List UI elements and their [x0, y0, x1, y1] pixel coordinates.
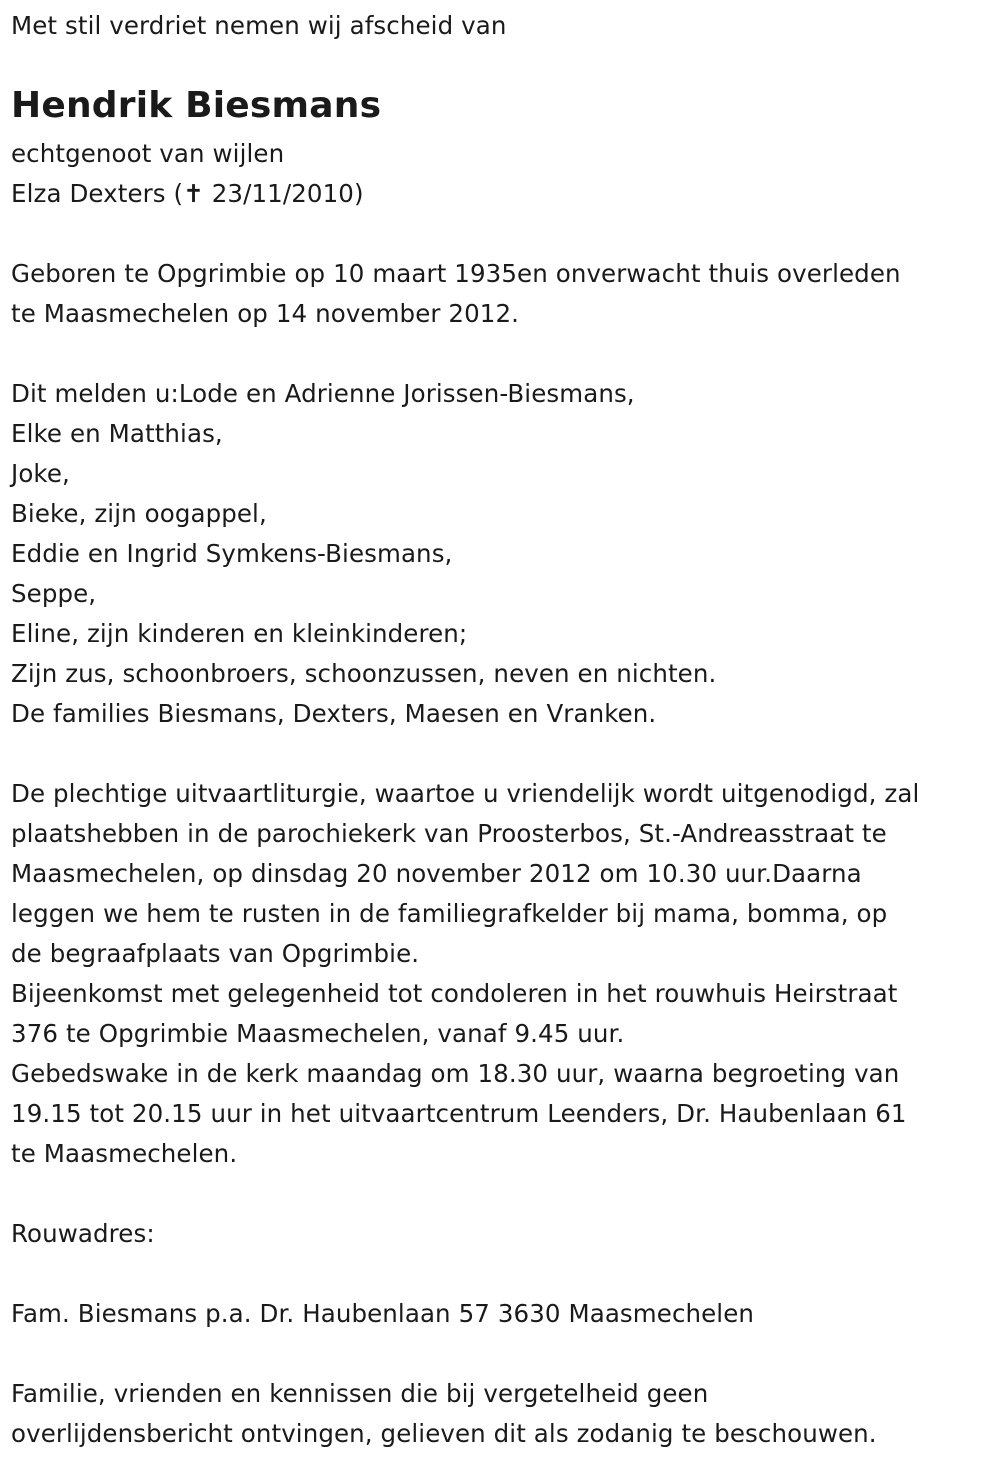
- intro-text: Met stil verdriet nemen wij afscheid van: [11, 11, 507, 40]
- family-line: Dit melden u:Lode en Adrienne Jorissen-Biesmans,: [11, 379, 635, 408]
- funeral-line: De plechtige uitvaartliturgie, waartoe u vriendelijk wordt uitgenodigd, zal: [11, 779, 920, 808]
- funeral-line: plaatshebben in de parochiekerk van Proosterbos, St.-Andreasstraat te: [11, 819, 887, 848]
- family-block: [11, 374, 716, 734]
- funeral-line: Maasmechelen, op dinsdag 20 november 2012 om 10.30 uur.Daarna: [11, 859, 862, 888]
- funeral-block: [11, 774, 919, 1174]
- funeral-line: 376 te Opgrimbie Maasmechelen, vanaf 9.45 uur.: [11, 1019, 625, 1048]
- family-line: Elke en Matthias,: [11, 419, 223, 448]
- rouwadres-block: [11, 1294, 754, 1334]
- rouwadres-label: Rouwadres:: [11, 1219, 155, 1248]
- family-line: Bieke, zijn oogappel,: [11, 499, 267, 528]
- closing-line: Familie, vrienden en kennissen die bij vergetelheid geen: [11, 1379, 709, 1408]
- family-line: Zijn zus, schoonbroers, schoonzussen, neven en nichten.: [11, 659, 717, 688]
- family-line: De families Biesmans, Dexters, Maesen en Vranken.: [11, 699, 657, 728]
- family-line: Seppe,: [11, 579, 97, 608]
- funeral-line: 19.15 tot 20.15 uur in het uitvaartcentrum Leenders, Dr. Haubenlaan 61: [11, 1099, 907, 1128]
- birth-death-block: [11, 254, 901, 334]
- funeral-line: leggen we hem te rusten in de familiegrafkelder bij mama, bomma, op: [11, 899, 888, 928]
- funeral-line: Bijeenkomst met gelegenheid tot condoleren in het rouwhuis Heirstraat: [11, 979, 898, 1008]
- spouse-block: [11, 134, 364, 214]
- closing-line: overlijdensbericht ontvingen, gelieven dit als zodanig te beschouwen.: [11, 1419, 877, 1448]
- deceased-name: Hendrik Biesmans: [11, 85, 382, 126]
- rouwadres-label-block: [11, 1214, 155, 1254]
- family-line: Eline, zijn kinderen en kleinkinderen;: [11, 619, 468, 648]
- funeral-line: te Maasmechelen.: [11, 1139, 238, 1168]
- birth-death-line: te Maasmechelen op 14 november 2012.: [11, 299, 520, 328]
- funeral-line: Gebedswake in de kerk maandag om 18.30 uur, waarna begroeting van: [11, 1059, 900, 1088]
- funeral-line: de begraafplaats van Opgrimbie.: [11, 939, 420, 968]
- rouwadres-address: Fam. Biesmans p.a. Dr. Haubenlaan 57 3630 Maasmechelen: [11, 1299, 755, 1328]
- family-line: Joke,: [11, 459, 70, 488]
- family-line: Eddie en Ingrid Symkens-Biesmans,: [11, 539, 453, 568]
- spouse-line: Elza Dexters (✝ 23/11/2010): [11, 179, 364, 208]
- birth-death-line: Geboren te Opgrimbie op 10 maart 1935en onverwacht thuis overleden: [11, 259, 901, 288]
- spouse-line: echtgenoot van wijlen: [11, 139, 285, 168]
- closing-block: [11, 1374, 877, 1454]
